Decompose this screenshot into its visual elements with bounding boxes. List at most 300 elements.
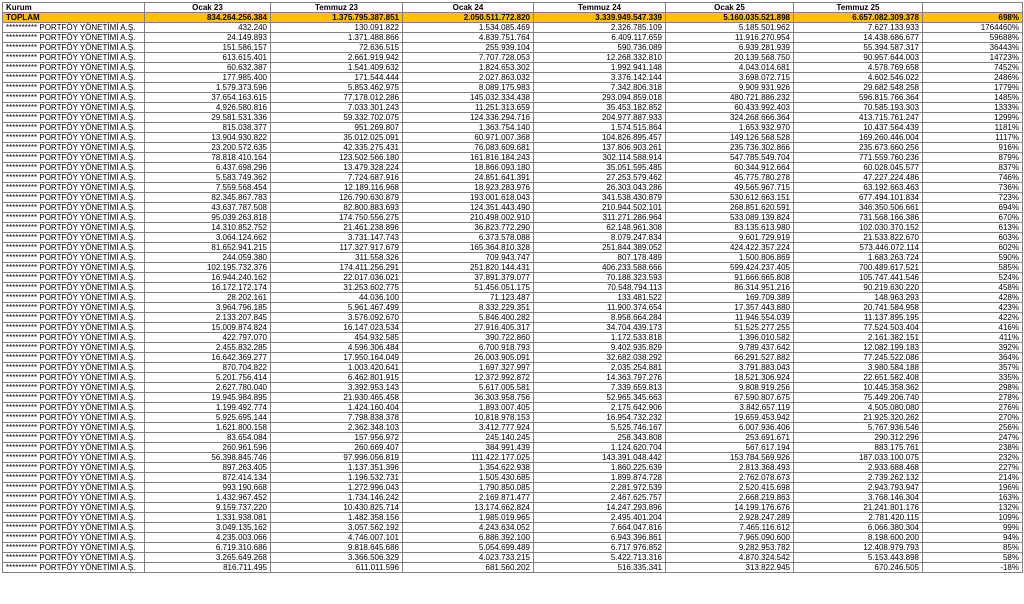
masked-name: ********** (6, 523, 38, 532)
value-cell: 1.331.938.081 (145, 513, 271, 523)
institution-suffix: PORTFÖY YÖNETİMİ A.Ş. (39, 373, 136, 382)
institution-name-cell (3, 303, 145, 313)
table-row (3, 193, 1023, 203)
change-cell: 736% (923, 183, 1023, 193)
value-cell: 174.750.556.275 (271, 213, 403, 223)
value-cell: 599.424.237.405 (666, 263, 794, 273)
value-cell: 76.083.609.681 (403, 143, 534, 153)
value-cell: 13.174.662.824 (403, 503, 534, 513)
value-cell: 1.790.850.085 (403, 483, 534, 493)
value-cell: 35.453.182.852 (534, 103, 666, 113)
value-cell: 9.601.729.919 (666, 233, 794, 243)
table-row (3, 113, 1023, 123)
institution-suffix: PORTFÖY YÖNETİMİ A.Ş. (39, 63, 136, 72)
value-cell: 8.198.600.200 (794, 533, 923, 543)
change-cell: 1117% (923, 133, 1023, 143)
masked-name: ********** (6, 453, 38, 462)
value-cell: 1.574.515.864 (534, 123, 666, 133)
change-cell: 256% (923, 423, 1023, 433)
change-cell: -18% (923, 563, 1023, 573)
value-cell: 4.746.007.101 (271, 533, 403, 543)
change-cell: 916% (923, 143, 1023, 153)
value-cell: 670.246.505 (794, 563, 923, 573)
value-cell: 117.327.917.679 (271, 243, 403, 253)
masked-name: ********** (6, 393, 38, 402)
table-row (3, 73, 1023, 83)
value-cell: 17.950.164.049 (271, 353, 403, 363)
institution-suffix: PORTFÖY YÖNETİMİ A.Ş. (39, 433, 136, 442)
masked-name: ********** (6, 113, 38, 122)
value-cell: 677.494.101.834 (794, 193, 923, 203)
institution-name-cell (3, 163, 145, 173)
value-cell: 8.089.175.983 (403, 83, 534, 93)
institution-name-cell (3, 323, 145, 333)
institution-name-cell (3, 93, 145, 103)
change-cell: 214% (923, 473, 1023, 483)
value-cell: 70.585.193.303 (794, 103, 923, 113)
change-cell: 247% (923, 433, 1023, 443)
value-cell: 1.354.622.938 (403, 463, 534, 473)
column-header-ocak-23: Ocak 23 (145, 3, 271, 13)
value-cell: 36.823.772.290 (403, 223, 534, 233)
value-cell: 1.541.409.632 (271, 63, 403, 73)
value-cell: 11.916.270.954 (666, 33, 794, 43)
value-cell: 883.175.761 (794, 443, 923, 453)
value-cell: 1.534.085.469 (403, 23, 534, 33)
value-cell: 11.137.895.195 (794, 313, 923, 323)
institution-suffix: PORTFÖY YÖNETİMİ A.Ş. (39, 443, 136, 452)
value-cell: 384.991.439 (403, 443, 534, 453)
value-cell: 43.637.787.508 (145, 203, 271, 213)
institution-suffix: PORTFÖY YÖNETİMİ A.Ş. (39, 363, 136, 372)
value-cell: 1.124.620.704 (534, 443, 666, 453)
value-cell: 49.565.967.715 (666, 183, 794, 193)
value-cell: 424.422.357.224 (666, 243, 794, 253)
institution-suffix: PORTFÖY YÖNETİMİ A.Ş. (39, 393, 136, 402)
value-cell: 1.003.420.641 (271, 363, 403, 373)
value-cell: 7.033.301.243 (271, 103, 403, 113)
institution-suffix: PORTFÖY YÖNETİMİ A.Ş. (39, 463, 136, 472)
value-cell: 9.282.953.782 (666, 543, 794, 553)
table-row (3, 393, 1023, 403)
institution-name-cell (3, 123, 145, 133)
value-cell: 174.411.256.291 (271, 263, 403, 273)
value-cell: 177.985.400 (145, 73, 271, 83)
value-cell: 260.669.407 (271, 443, 403, 453)
change-cell: 196% (923, 483, 1023, 493)
value-cell: 2.661.919.942 (271, 53, 403, 63)
value-cell: 124.336.294.716 (403, 113, 534, 123)
value-cell: 165.364.810.328 (403, 243, 534, 253)
institution-name-cell (3, 213, 145, 223)
institution-name-cell (3, 253, 145, 263)
institution-suffix: PORTFÖY YÖNETİMİ A.Ş. (39, 453, 136, 462)
change-cell: 278% (923, 393, 1023, 403)
masked-name: ********** (6, 413, 38, 422)
table-row (3, 173, 1023, 183)
value-cell: 11.946.554.039 (666, 313, 794, 323)
change-cell: 109% (923, 513, 1023, 523)
institution-name-cell (3, 293, 145, 303)
value-cell: 8.079.247.834 (534, 233, 666, 243)
value-cell: 12.268.332.810 (534, 53, 666, 63)
value-cell: 62.148.961.308 (534, 223, 666, 233)
change-cell: 2486% (923, 73, 1023, 83)
value-cell: 2.928.247.289 (666, 513, 794, 523)
change-cell: 232% (923, 453, 1023, 463)
value-cell: 157.956.972 (271, 433, 403, 443)
value-cell: 95.039.263.818 (145, 213, 271, 223)
masked-name: ********** (6, 283, 38, 292)
value-cell: 1.172.533.818 (534, 333, 666, 343)
value-cell: 67.590.807.675 (666, 393, 794, 403)
value-cell: 111.422.177.025 (403, 453, 534, 463)
masked-name: ********** (6, 363, 38, 372)
value-cell: 1.371.488.866 (271, 33, 403, 43)
institution-name-cell (3, 333, 145, 343)
value-cell: 567.617.194 (666, 443, 794, 453)
value-cell: 3.412.777.924 (403, 423, 534, 433)
value-cell: 1.396.010.582 (666, 333, 794, 343)
value-cell: 35.051.595.485 (534, 163, 666, 173)
institution-name-cell (3, 463, 145, 473)
total-cell: 3.339.949.547.339 (534, 13, 666, 23)
value-cell: 31.253.602.775 (271, 283, 403, 293)
institution-suffix: PORTFÖY YÖNETİMİ A.Ş. (39, 473, 136, 482)
change-cell: 723% (923, 193, 1023, 203)
masked-name: ********** (6, 153, 38, 162)
value-cell: 872.414.134 (145, 473, 271, 483)
institution-suffix: PORTFÖY YÖNETİMİ A.Ş. (39, 213, 136, 222)
table-row (3, 273, 1023, 283)
change-cell: 416% (923, 323, 1023, 333)
value-cell: 70.188.323.593 (534, 273, 666, 283)
value-cell: 21.461.238.896 (271, 223, 403, 233)
value-cell: 145.032.334.438 (403, 93, 534, 103)
value-cell: 3.366.506.329 (271, 553, 403, 563)
institution-name-cell (3, 233, 145, 243)
value-cell: 102.195.732.376 (145, 263, 271, 273)
value-cell: 2.467.625.757 (534, 493, 666, 503)
value-cell: 290.312.296 (794, 433, 923, 443)
value-cell: 187.033.100.075 (794, 453, 923, 463)
masked-name: ********** (6, 313, 38, 322)
table-row (3, 473, 1023, 483)
table-row (3, 283, 1023, 293)
institution-name-cell (3, 63, 145, 73)
change-cell: 270% (923, 413, 1023, 423)
value-cell: 324.268.666.364 (666, 113, 794, 123)
change-cell: 163% (923, 493, 1023, 503)
table-row (3, 63, 1023, 73)
value-cell: 35.012.025.091 (271, 133, 403, 143)
change-cell: 276% (923, 403, 1023, 413)
institution-suffix: PORTFÖY YÖNETİMİ A.Ş. (39, 513, 136, 522)
masked-name: ********** (6, 333, 38, 342)
value-cell: 210.944.502.101 (534, 203, 666, 213)
institution-suffix: PORTFÖY YÖNETİMİ A.Ş. (39, 523, 136, 532)
institution-name-cell (3, 453, 145, 463)
masked-name: ********** (6, 183, 38, 192)
value-cell: 1.824.653.302 (403, 63, 534, 73)
change-cell: 357% (923, 363, 1023, 373)
institution-name-cell (3, 103, 145, 113)
value-cell: 293.094.859.018 (534, 93, 666, 103)
change-cell: 1485% (923, 93, 1023, 103)
change-cell: 1299% (923, 113, 1023, 123)
masked-name: ********** (6, 223, 38, 232)
value-cell: 3.057.562.192 (271, 523, 403, 533)
institution-name-cell (3, 183, 145, 193)
value-cell: 11.900.374.654 (534, 303, 666, 313)
value-cell: 709.943.747 (403, 253, 534, 263)
table-row (3, 343, 1023, 353)
institution-suffix: PORTFÖY YÖNETİMİ A.Ş. (39, 313, 136, 322)
institution-name-cell (3, 133, 145, 143)
institution-name-cell (3, 403, 145, 413)
value-cell: 4.023.733.215 (403, 553, 534, 563)
value-cell: 26.303.043.286 (534, 183, 666, 193)
value-cell: 13.904.930.822 (145, 133, 271, 143)
value-cell: 3.064.124.662 (145, 233, 271, 243)
value-cell: 4.505.080.080 (794, 403, 923, 413)
value-cell: 6.462.801.915 (271, 373, 403, 383)
institution-name-cell (3, 223, 145, 233)
table-row (3, 103, 1023, 113)
value-cell: 700.489.617.521 (794, 263, 923, 273)
value-cell: 9.818.645.686 (271, 543, 403, 553)
institution-name-cell (3, 563, 145, 573)
change-cell: 1181% (923, 123, 1023, 133)
value-cell: 244.059.380 (145, 253, 271, 263)
change-cell: 364% (923, 353, 1023, 363)
change-cell: 613% (923, 223, 1023, 233)
value-cell: 123.502.566.180 (271, 153, 403, 163)
institution-name-cell (3, 443, 145, 453)
value-cell: 1.860.225.639 (534, 463, 666, 473)
institution-name-cell (3, 483, 145, 493)
table-row (3, 243, 1023, 253)
institution-name-cell (3, 433, 145, 443)
value-cell: 251.820.144.431 (403, 263, 534, 273)
masked-name: ********** (6, 293, 38, 302)
value-cell: 253.691.671 (666, 433, 794, 443)
institution-suffix: PORTFÖY YÖNETİMİ A.Ş. (39, 83, 136, 92)
value-cell: 90.219.630.220 (794, 283, 923, 293)
value-cell: 2.035.254.881 (534, 363, 666, 373)
value-cell: 815.038.377 (145, 123, 271, 133)
institution-name-cell (3, 473, 145, 483)
table-row (3, 263, 1023, 273)
value-cell: 681.560.202 (403, 563, 534, 573)
masked-name: ********** (6, 23, 38, 32)
value-cell: 2.668.219.863 (666, 493, 794, 503)
value-cell: 547.785.549.704 (666, 153, 794, 163)
value-cell: 7.465.116.612 (666, 523, 794, 533)
value-cell: 12.372.992.872 (403, 373, 534, 383)
value-cell: 3.392.953.143 (271, 383, 403, 393)
value-cell: 169.260.446.004 (794, 133, 923, 143)
value-cell: 22.017.036.021 (271, 273, 403, 283)
institution-name-cell (3, 33, 145, 43)
value-cell: 816.711.495 (145, 563, 271, 573)
masked-name: ********** (6, 463, 38, 472)
change-cell: 14723% (923, 53, 1023, 63)
value-cell: 235.736.302.866 (666, 143, 794, 153)
value-cell: 86.314.951.216 (666, 283, 794, 293)
masked-name: ********** (6, 423, 38, 432)
value-cell: 1.482.358.156 (271, 513, 403, 523)
column-header-temmuz-24: Temmuz 24 (534, 3, 666, 13)
value-cell: 613.615.401 (145, 53, 271, 63)
institution-suffix: PORTFÖY YÖNETİMİ A.Ş. (39, 283, 136, 292)
table-row (3, 523, 1023, 533)
institution-suffix: PORTFÖY YÖNETİMİ A.Ş. (39, 103, 136, 112)
value-cell: 311.558.326 (271, 253, 403, 263)
value-cell: 1.432.967.452 (145, 493, 271, 503)
institution-suffix: PORTFÖY YÖNETİMİ A.Ş. (39, 43, 136, 52)
institution-suffix: PORTFÖY YÖNETİMİ A.Ş. (39, 223, 136, 232)
value-cell: 5.153.443.898 (794, 553, 923, 563)
value-cell: 70.548.794.113 (534, 283, 666, 293)
value-cell: 897.263.405 (145, 463, 271, 473)
institution-name-cell (3, 373, 145, 383)
value-cell: 5.925.695.144 (145, 413, 271, 423)
institution-suffix: PORTFÖY YÖNETİMİ A.Ş. (39, 293, 136, 302)
table-row (3, 433, 1023, 443)
table-row (3, 553, 1023, 563)
value-cell: 870.704.822 (145, 363, 271, 373)
institution-suffix: PORTFÖY YÖNETİMİ A.Ş. (39, 333, 136, 342)
value-cell: 1.734.146.242 (271, 493, 403, 503)
value-cell: 390.722.860 (403, 333, 534, 343)
value-cell: 75.449.206.740 (794, 393, 923, 403)
value-cell: 573.446.072.114 (794, 243, 923, 253)
value-cell: 21.930.465.458 (271, 393, 403, 403)
institution-name-cell (3, 503, 145, 513)
value-cell: 34.704.439.173 (534, 323, 666, 333)
value-cell: 6.066.380.304 (794, 523, 923, 533)
value-cell: 454.932.585 (271, 333, 403, 343)
value-cell: 10.430.825.714 (271, 503, 403, 513)
value-cell: 1.992.941.148 (534, 63, 666, 73)
value-cell: 51.456.051.175 (403, 283, 534, 293)
value-cell: 533.089.139.824 (666, 213, 794, 223)
change-cell: 298% (923, 383, 1023, 393)
value-cell: 6.007.936.406 (666, 423, 794, 433)
masked-name: ********** (6, 233, 38, 242)
value-cell: 731.568.166.386 (794, 213, 923, 223)
value-cell: 406.233.588.666 (534, 263, 666, 273)
value-cell: 1.899.874.728 (534, 473, 666, 483)
value-cell: 8.332.229.351 (403, 303, 534, 313)
value-cell: 27.916.405.317 (403, 323, 534, 333)
institution-suffix: PORTFÖY YÖNETİMİ A.Ş. (39, 143, 136, 152)
value-cell: 14.199.176.676 (666, 503, 794, 513)
value-cell: 2.455.832.285 (145, 343, 271, 353)
table-row (3, 43, 1023, 53)
value-cell: 251.844.389.052 (534, 243, 666, 253)
table-row (3, 533, 1023, 543)
value-cell: 2.495.401.204 (534, 513, 666, 523)
table-row (3, 153, 1023, 163)
masked-name: ********** (6, 483, 38, 492)
value-cell: 12.408.979.793 (794, 543, 923, 553)
value-cell: 611.011.596 (271, 563, 403, 573)
value-cell: 82.800.883.693 (271, 203, 403, 213)
total-change-cell: 698% (923, 13, 1023, 23)
change-cell: 423% (923, 303, 1023, 313)
value-cell: 4.235.003.066 (145, 533, 271, 543)
value-cell: 7.724.687.916 (271, 173, 403, 183)
institution-name-cell (3, 423, 145, 433)
value-cell: 6.700.918.793 (403, 343, 534, 353)
change-cell: 1764460% (923, 23, 1023, 33)
value-cell: 432.240 (145, 23, 271, 33)
institution-suffix: PORTFÖY YÖNETİMİ A.Ş. (39, 53, 136, 62)
value-cell: 2.133.207.845 (145, 313, 271, 323)
value-cell: 7.965.090.600 (666, 533, 794, 543)
value-cell: 28.202.161 (145, 293, 271, 303)
value-cell: 6.719.310.686 (145, 543, 271, 553)
value-cell: 2.326.785.109 (534, 23, 666, 33)
value-cell: 4.602.546.022 (794, 73, 923, 83)
value-cell: 6.373.578.088 (403, 233, 534, 243)
value-cell: 36.303.958.756 (403, 393, 534, 403)
change-cell: 99% (923, 523, 1023, 533)
value-cell: 45.775.780.278 (666, 173, 794, 183)
value-cell: 17.357.443.880 (666, 303, 794, 313)
change-cell: 422% (923, 313, 1023, 323)
institution-name-cell (3, 543, 145, 553)
value-cell: 77.178.012.286 (271, 93, 403, 103)
header-row (3, 3, 1023, 13)
institution-name-cell (3, 533, 145, 543)
institution-name-cell (3, 243, 145, 253)
institution-suffix: PORTFÖY YÖNETİMİ A.Ş. (39, 163, 136, 172)
value-cell: 3.049.135.162 (145, 523, 271, 533)
value-cell: 6.939.281.939 (666, 43, 794, 53)
table-row (3, 203, 1023, 213)
institution-name-cell (3, 393, 145, 403)
value-cell: 4.926.580.816 (145, 103, 271, 113)
value-cell: 245.140.245 (403, 433, 534, 443)
institution-name-cell (3, 73, 145, 83)
value-cell: 42.335.275.431 (271, 143, 403, 153)
masked-name: ********** (6, 53, 38, 62)
institution-name-cell (3, 143, 145, 153)
value-cell: 422.797.070 (145, 333, 271, 343)
value-cell: 1.137.351.396 (271, 463, 403, 473)
value-cell: 3.768.146.304 (794, 493, 923, 503)
value-cell: 71.123.487 (403, 293, 534, 303)
value-cell: 5.961.467.499 (271, 303, 403, 313)
value-cell: 13.479.328.224 (271, 163, 403, 173)
value-cell: 596.815.766.364 (794, 93, 923, 103)
value-cell: 9.909.931.926 (666, 83, 794, 93)
value-cell: 1.621.800.158 (145, 423, 271, 433)
institution-name-cell (3, 273, 145, 283)
change-cell: 36443% (923, 43, 1023, 53)
value-cell: 7.798.838.378 (271, 413, 403, 423)
value-cell: 5.617.005.581 (403, 383, 534, 393)
value-cell: 82.345.867.783 (145, 193, 271, 203)
masked-name: ********** (6, 93, 38, 102)
institution-suffix: PORTFÖY YÖNETİMİ A.Ş. (39, 553, 136, 562)
value-cell: 90.957.644.003 (794, 53, 923, 63)
total-cell: 2.050.511.772.820 (403, 13, 534, 23)
value-cell: 258.343.808 (534, 433, 666, 443)
